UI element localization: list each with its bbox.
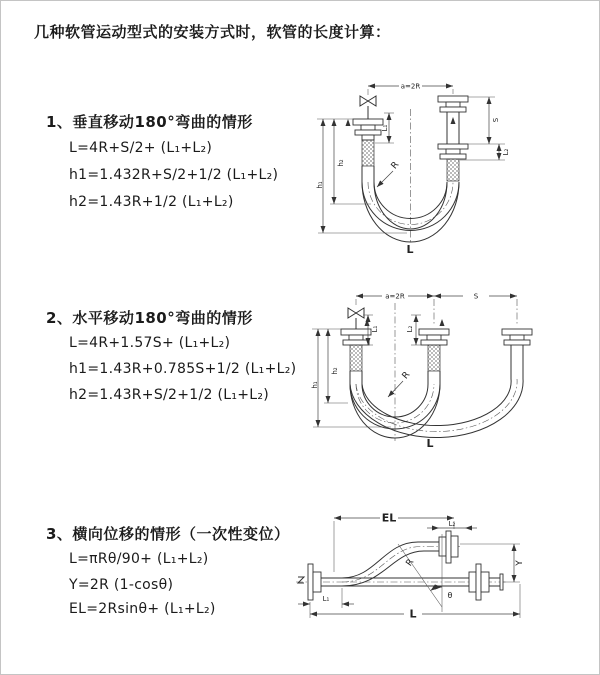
dim-label-h1: h₁	[311, 381, 319, 389]
formula-line: EL=2Rsinθ+ (L₁+L₂)	[69, 601, 216, 617]
dim-label-a2r: a=2R	[385, 292, 405, 301]
dim-label-l2: L₂	[448, 520, 456, 528]
right-flange-assembly	[438, 96, 468, 181]
length-label: L	[409, 607, 417, 621]
left-flange-assembly	[346, 119, 384, 182]
motion-arrow	[346, 119, 351, 126]
dimension-s-l2	[460, 97, 510, 160]
length-label: L	[426, 437, 434, 450]
formula-line: h2=1.43R+1/2 (L₁+L₂)	[69, 194, 234, 210]
dim-label-s: S	[473, 292, 479, 301]
dim-label-s: S	[492, 117, 500, 123]
length-label: L	[406, 243, 414, 256]
braided-hose-section	[428, 345, 440, 371]
dimension-l2	[427, 520, 477, 528]
dim-label-l1: L₁	[381, 124, 389, 132]
braided-hose-section	[447, 159, 459, 181]
dimension-a2r	[356, 293, 517, 327]
formula-line: L=πRθ/90+ (L₁+L₂)	[69, 551, 209, 567]
braided-hose-section	[350, 345, 362, 371]
middle-flange-assembly	[419, 319, 449, 384]
hose-u-bend	[350, 379, 523, 438]
motion-arrow	[365, 319, 370, 326]
dim-label-l1: L₁	[322, 595, 330, 603]
left-flange-assembly	[341, 319, 371, 384]
dim-label-h2: h₂	[331, 367, 339, 375]
dim-label-l2: L₂	[502, 148, 510, 156]
radius-label: R	[389, 160, 402, 172]
right-flange-assembly	[469, 564, 503, 600]
angle-label: θ	[447, 591, 453, 600]
braided-hose-section	[362, 140, 374, 166]
dimension-a2r	[368, 83, 453, 96]
page-title: 几种软管运动型式的安装方式时，软管的长度计算：	[34, 23, 391, 41]
motion-arrow	[451, 117, 456, 124]
dim-label-h1: h₁	[316, 181, 324, 189]
formula-line: Y=2R (1-cosθ)	[69, 577, 174, 593]
formula-line: h2=1.43R+S/2+1/2 (L₁+L₂)	[69, 387, 270, 403]
dim-label-l1: L₁	[371, 325, 379, 333]
valve-icon	[348, 308, 364, 329]
valve-icon	[360, 96, 376, 119]
dim-label-el: EL	[381, 511, 397, 525]
formula-line: h1=1.43R+0.785S+1/2 (L₁+L₂)	[69, 361, 297, 377]
section-2-heading: 2、水平移动180°弯曲的情形	[46, 309, 253, 327]
radius-callout	[377, 160, 401, 187]
diagram-vertical-180-bend	[309, 67, 600, 262]
motion-arrow	[440, 319, 445, 326]
dim-label-a2r: a=2R	[400, 82, 421, 91]
formula-line: L=4R+S/2+ (L₁+L₂)	[69, 140, 213, 156]
diagram-horizontal-180-bend	[306, 279, 600, 451]
dim-label-y: Y	[515, 560, 525, 566]
section-3-heading: 3、横向位移的情形（一次性变位）	[46, 525, 290, 543]
radius-callout	[388, 370, 412, 397]
dimension-s	[434, 293, 517, 301]
dim-label-h2: h₂	[337, 159, 345, 167]
diagram-lateral-displacement	[294, 504, 600, 634]
formula-line: h1=1.432R+S/2+1/2 (L₁+L₂)	[69, 167, 279, 183]
radius-label: R	[400, 370, 413, 382]
radius-label: R	[404, 557, 417, 569]
dimension-l1	[375, 113, 394, 143]
section-1-heading: 1、垂直移动180°弯曲的情形	[46, 113, 253, 131]
right-flange-assembly	[502, 329, 532, 379]
formula-line: L=4R+1.57S+ (L₁+L₂)	[69, 335, 231, 351]
dimension-l1	[298, 588, 354, 608]
dim-label-l2: L₂	[406, 325, 414, 333]
